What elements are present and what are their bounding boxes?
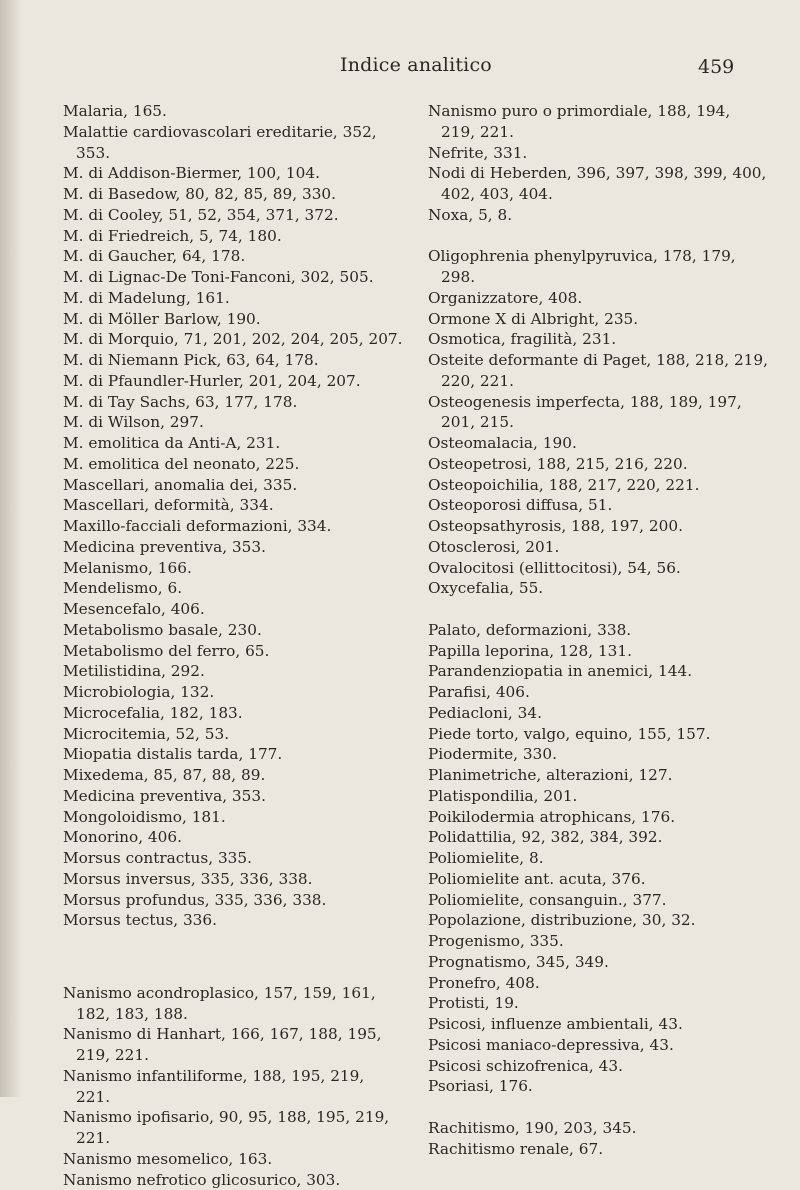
index-group-n-cont: [428, 101, 768, 226]
index-entry: Nanismo mesomelico, 163.: [63, 1149, 403, 1170]
index-entry: Poliomielite, consanguin., 377.: [428, 890, 768, 911]
index-entry: Nodi di Heberden, 396, 397, 398, 399, 400, 402, 403, 404.: [428, 163, 768, 205]
index-entry: Protisti, 19.: [428, 993, 768, 1014]
index-entry: Rachitismo, 190, 203, 345.: [428, 1118, 768, 1139]
index-entry: Malaria, 165.: [63, 101, 403, 122]
index-entry: Maxillo-facciali deformazioni, 334.: [63, 516, 403, 537]
index-entry: Pronefro, 408.: [428, 973, 768, 994]
index-entry: M. di Addison-Biermer, 100, 104.: [63, 163, 403, 184]
index-entry: Morsus inversus, 335, 336, 338.: [63, 869, 403, 890]
section-gap: [63, 931, 403, 962]
index-entry: Mixedema, 85, 87, 88, 89.: [63, 765, 403, 786]
index-entry: Parafisi, 406.: [428, 682, 768, 703]
index-group-n: [63, 983, 403, 1190]
index-entry: Osteomalacia, 190.: [428, 433, 768, 454]
index-entry: M. di Basedow, 80, 82, 85, 89, 330.: [63, 184, 403, 205]
index-entry: Mendelismo, 6.: [63, 578, 403, 599]
index-entry: Popolazione, distribuzione, 30, 32.: [428, 910, 768, 931]
page-number: 459: [698, 56, 734, 78]
index-column-left: [63, 101, 403, 1190]
index-entry: Ovalocitosi (ellittocitosi), 54, 56.: [428, 558, 768, 579]
index-entry: Osteoporosi diffusa, 51.: [428, 495, 768, 516]
index-entry: M. di Madelung, 161.: [63, 288, 403, 309]
index-entry: M. di Wilson, 297.: [63, 412, 403, 433]
index-entry: Piede torto, valgo, equino, 155, 157.: [428, 724, 768, 745]
section-gap: [63, 962, 403, 983]
index-entry: Rachitismo renale, 67.: [428, 1139, 768, 1160]
index-entry: Mascellari, deformità, 334.: [63, 495, 403, 516]
index-entry: Malattie cardiovascolari ereditarie, 352, 353.: [63, 122, 403, 164]
index-entry: Metabolismo basale, 230.: [63, 620, 403, 641]
index-entry: Psicosi, influenze ambientali, 43.: [428, 1014, 768, 1035]
index-entry: M. di Cooley, 51, 52, 354, 371, 372.: [63, 205, 403, 226]
index-entry: Mongoloidismo, 181.: [63, 807, 403, 828]
index-entry: Morsus profundus, 335, 336, 338.: [63, 890, 403, 911]
index-entry: Nanismo acondroplasico, 157, 159, 161, 182, 183, 188.: [63, 983, 403, 1025]
section-gap: [428, 226, 768, 247]
index-entry: Psoriasi, 176.: [428, 1076, 768, 1097]
index-entry: Poliomielite, 8.: [428, 848, 768, 869]
index-entry: Morsus tectus, 336.: [63, 910, 403, 931]
index-entry: Osteite deformante di Paget, 188, 218, 219, 220, 221.: [428, 350, 768, 392]
index-entry: Metabolismo del ferro, 65.: [63, 641, 403, 662]
index-entry: Organizzatore, 408.: [428, 288, 768, 309]
index-group-m: [63, 101, 403, 931]
index-entry: Ormone X di Albright, 235.: [428, 309, 768, 330]
index-entry: M. di Pfaundler-Hurler, 201, 204, 207.: [63, 371, 403, 392]
index-entry: Miopatia distalis tarda, 177.: [63, 744, 403, 765]
index-entry: M. di Friedreich, 5, 74, 180.: [63, 226, 403, 247]
index-entry: Nanismo puro o primordiale, 188, 194, 219, 221.: [428, 101, 768, 143]
index-entry: Polidattilia, 92, 382, 384, 392.: [428, 827, 768, 848]
index-entry: Oligophrenia phenylpyruvica, 178, 179, 298.: [428, 246, 768, 288]
index-entry: M. di Niemann Pick, 63, 64, 178.: [63, 350, 403, 371]
index-entry: Platispondilia, 201.: [428, 786, 768, 807]
index-entry: Microcefalia, 182, 183.: [63, 703, 403, 724]
index-entry: Osmotica, fragilità, 231.: [428, 329, 768, 350]
index-entry: M. di Gaucher, 64, 178.: [63, 246, 403, 267]
index-entry: Piodermite, 330.: [428, 744, 768, 765]
index-entry: Papilla leporina, 128, 131.: [428, 641, 768, 662]
index-entry: Nanismo infantiliforme, 188, 195, 219, 221.: [63, 1066, 403, 1108]
index-entry: Melanismo, 166.: [63, 558, 403, 579]
index-entry: Metilistidina, 292.: [63, 661, 403, 682]
index-entry: Osteopsathyrosis, 188, 197, 200.: [428, 516, 768, 537]
index-entry: Prognatismo, 345, 349.: [428, 952, 768, 973]
index-entry: Monorino, 406.: [63, 827, 403, 848]
index-entry: Osteogenesis imperfecta, 188, 189, 197, 201, 215.: [428, 392, 768, 434]
index-entry: Poikilodermia atrophicans, 176.: [428, 807, 768, 828]
page-edge-shadow: [0, 0, 22, 1097]
index-entry: M. emolitica da Anti-A, 231.: [63, 433, 403, 454]
index-entry: Palato, deformazioni, 338.: [428, 620, 768, 641]
index-entry: Osteopetrosi, 188, 215, 216, 220.: [428, 454, 768, 475]
index-entry: Parandenziopatia in anemici, 144.: [428, 661, 768, 682]
index-entry: Otosclerosi, 201.: [428, 537, 768, 558]
page-title: Indice analitico: [340, 54, 492, 76]
index-entry: Oxycefalia, 55.: [428, 578, 768, 599]
index-group-o: [428, 246, 768, 599]
index-entry: Microcitemia, 52, 53.: [63, 724, 403, 745]
index-entry: Poliomielite ant. acuta, 376.: [428, 869, 768, 890]
index-entry: Medicina preventiva, 353.: [63, 786, 403, 807]
index-entry: Psicosi schizofrenica, 43.: [428, 1056, 768, 1077]
index-group-r: [428, 1118, 768, 1160]
index-entry: Planimetriche, alterazioni, 127.: [428, 765, 768, 786]
index-entry: Mascellari, anomalia dei, 335.: [63, 475, 403, 496]
index-entry: Nanismo nefrotico glicosurico, 303.: [63, 1170, 403, 1190]
index-entry: Nanismo ipofisario, 90, 95, 188, 195, 219, 221.: [63, 1107, 403, 1149]
index-entry: Nanismo di Hanhart, 166, 167, 188, 195, 219, 221.: [63, 1024, 403, 1066]
index-entry: Nefrite, 331.: [428, 143, 768, 164]
index-entry: Mesencefalo, 406.: [63, 599, 403, 620]
section-gap: [428, 599, 768, 620]
index-entry: Osteopoichilia, 188, 217, 220, 221.: [428, 475, 768, 496]
index-entry: Pediacloni, 34.: [428, 703, 768, 724]
index-entry: M. di Lignac-De Toni-Fanconi, 302, 505.: [63, 267, 403, 288]
index-entry: Microbiologia, 132.: [63, 682, 403, 703]
index-group-p: [428, 620, 768, 1097]
index-entry: M. di Morquio, 71, 201, 202, 204, 205, 207.: [63, 329, 403, 350]
index-entry: M. di Tay Sachs, 63, 177, 178.: [63, 392, 403, 413]
index-entry: Morsus contractus, 335.: [63, 848, 403, 869]
section-gap: [428, 1097, 768, 1118]
index-column-right: [428, 101, 768, 1159]
index-entry: M. di Möller Barlow, 190.: [63, 309, 403, 330]
index-entry: Psicosi maniaco-depressiva, 43.: [428, 1035, 768, 1056]
index-entry: Noxa, 5, 8.: [428, 205, 768, 226]
index-entry: Medicina preventiva, 353.: [63, 537, 403, 558]
index-entry: Progenismo, 335.: [428, 931, 768, 952]
index-entry: M. emolitica del neonato, 225.: [63, 454, 403, 475]
page-header: [0, 50, 800, 90]
